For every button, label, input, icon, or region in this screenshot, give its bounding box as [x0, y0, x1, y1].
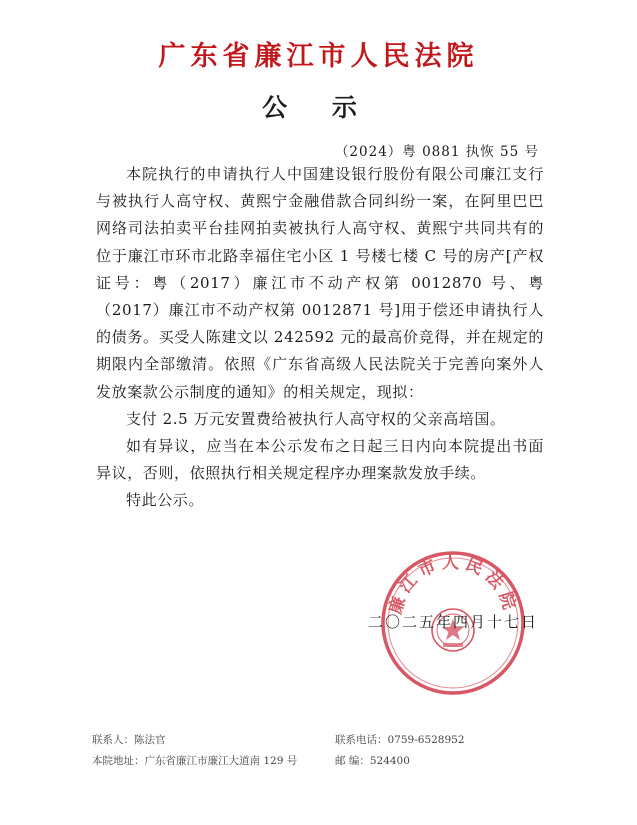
- footer-row-contact: [0, 732, 637, 748]
- paragraph-closing: 特此公示。: [126, 491, 205, 510]
- seal-text: 廉江市人民法院: [385, 552, 521, 617]
- contact-person: 联系人：陈法官: [92, 734, 166, 746]
- footer-row-address: [0, 753, 637, 769]
- notice-body: [96, 161, 544, 515]
- document-title: 公 示: [262, 93, 375, 122]
- postcode: 邮 编：524400: [335, 755, 410, 767]
- court-name: 广东省廉江市人民法院: [158, 41, 479, 72]
- paragraph-objection: 如有异议，应当在本公示发布之日起三日内向本院提出书面异议，否则，依照执行相关规定程序办理案款发放手续。: [96, 437, 544, 483]
- paragraph-main: 本院执行的申请执行人中国建设银行股份有限公司廉江支行与被执行人高守权、黄熙宁金融借款合同纠纷一案，在阿里巴巴网络司法拍卖平台挂网拍卖被执行人高守权、黄熙宁共同共有的位于廉江市环市北路幸福住宅小区 1 号楼七楼 C 号的房产[产权证号：粤（2017）廉江市不动产权第 0012870 号、粤（2017）廉江市不动产权第 0012871 号]用于偿还申请执行人的债务。买受人陈建文以 242592 元的最高价竞得，并在规定的期限内全部缴清。依照《广东省高级人民法院关于完善向案外人发放案款公示制度的通知》的相关规定，现拟：: [96, 165, 544, 401]
- case-number: （2024）粤 0881 执恢 55 号: [334, 144, 539, 160]
- court-address: 本院地址：广东省廉江市廉江大道南 129 号: [92, 755, 298, 767]
- paragraph-payment: 支付 2.5 万元安置费给被执行人高守权的父亲高培国。: [126, 409, 506, 428]
- contact-phone: 联系电话：0759-6528952: [335, 734, 465, 746]
- issue-date: 二〇二五年四月十七日: [368, 613, 539, 631]
